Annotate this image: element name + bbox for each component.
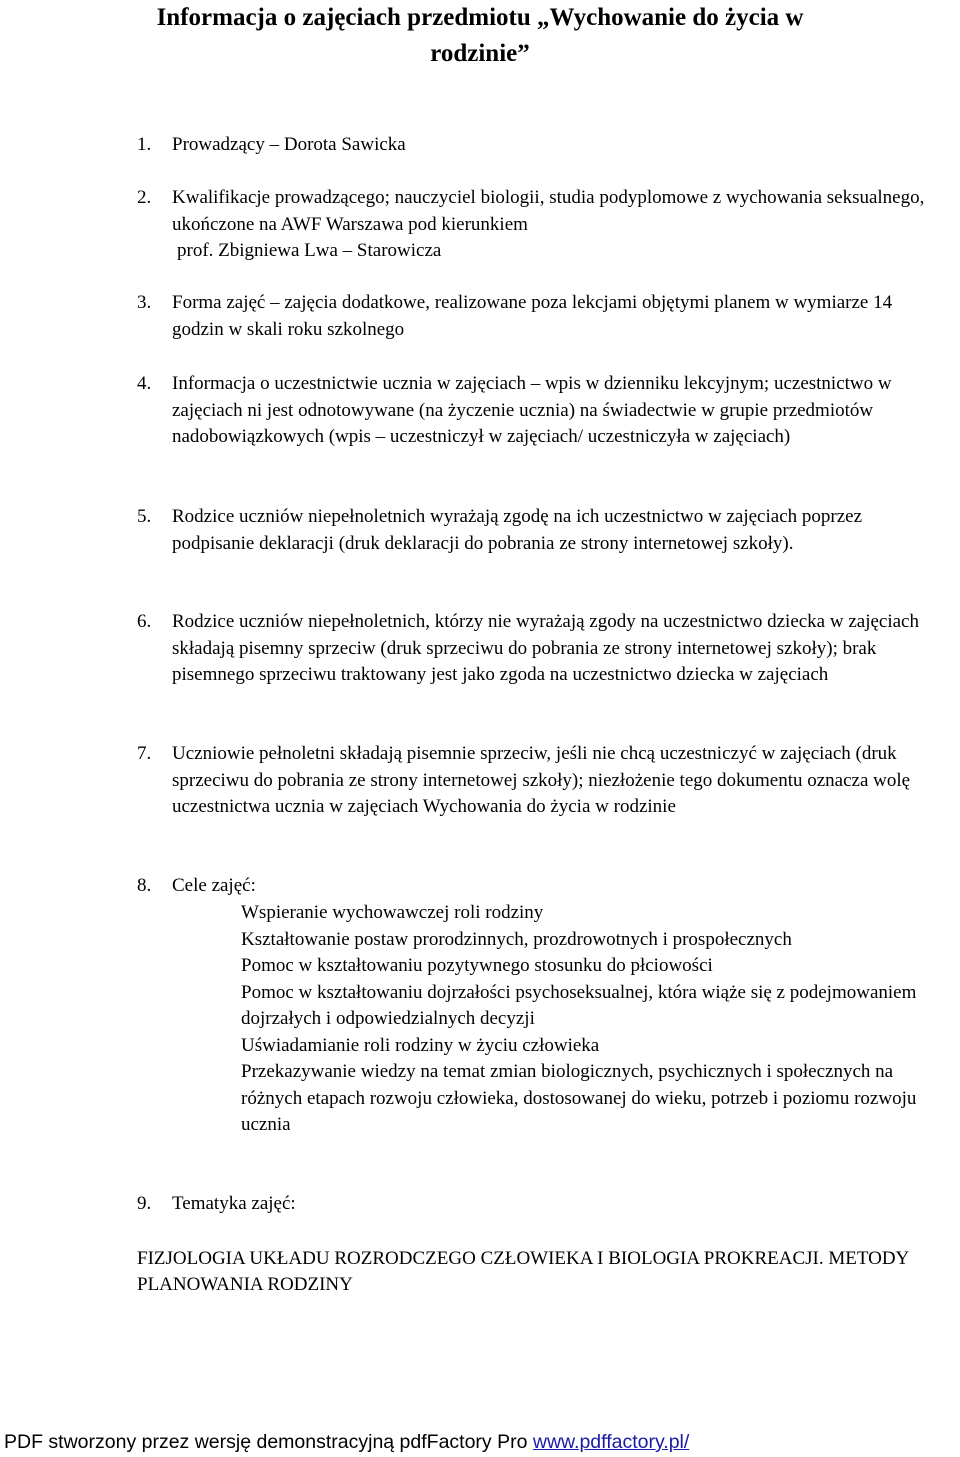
topic-heading: FIZJOLOGIA UKŁADU ROZRODCZEGO CZŁOWIEKA I BIOLOGIA PROKREACJI. METODY PLANOWANIA RODZINY	[137, 1248, 909, 1295]
list-item-9	[137, 1191, 937, 1218]
item-text: Kwalifikacje prowadzącego; nauczyciel biologii, studia podyplomowe z wychowania seksualnego, ukończone na AWF Warszawa pod kierunkiem	[172, 187, 925, 235]
pdf-footer	[4, 1429, 956, 1455]
footer-link[interactable]: www.pdffactory.pl/	[532, 1431, 690, 1453]
list-item-7	[137, 741, 937, 821]
item-number: 1.	[137, 134, 152, 155]
list-item-2	[137, 185, 937, 265]
item-text: Rodzice uczniów niepełnoletnich, którzy nie wyrażają zgody na uczestnictwo dziecka w zajęciach składają pisemny sprzeciw (druk sprzeciwu do pobrania ze strony internetowej szkoły); brak pisemnego sprzeciwu traktowany jest jako zgoda na uczestnictwo dziecka w zajęciach	[172, 611, 919, 685]
list-item-4	[137, 371, 937, 451]
item-number: 3.	[137, 292, 152, 313]
goals-list	[241, 900, 941, 1139]
list-item-5	[137, 504, 937, 557]
item-text: Cele zajęć:	[172, 875, 256, 896]
item-text: Informacja o uczestnictwie ucznia w zajęciach – wpis w dzienniku lekcyjnym; uczestnictwo w zajęciach ni jest odnotowywane (na życzenie ucznia) na świadectwie w grupie przedmiotów nadobowiązkowych (wpis – uczestniczył w zajęciach/ uczestniczyła w zajęciach)	[172, 373, 892, 447]
goal-item: Przekazywanie wiedzy na temat zmian biologicznych, psychicznych i społecznych na różnych etapach rozwoju człowieka, dostosowanej do wieku, potrzeb i poziomu rozwoju ucznia	[241, 1061, 917, 1135]
goal-item: Uświadamianie roli rodziny w życiu człowieka	[241, 1034, 600, 1056]
title-line-1: Informacja o zajęciach przedmiotu „Wychowanie do życia w	[156, 4, 804, 31]
item-number: 6.	[137, 611, 152, 632]
title-line-2: rodzinie”	[430, 40, 530, 67]
goal-item: Pomoc w kształtowaniu dojrzałości psychoseksualnej, która wiąże się z podejmowaniem dojrzałych i odpowiedzialnych decyzji	[241, 981, 917, 1029]
list-item-6	[137, 609, 937, 689]
item-number: 8.	[137, 875, 152, 896]
item-text: Tematyka zajęć:	[172, 1193, 296, 1214]
list-item-3	[137, 290, 937, 343]
goal-item: Kształtowanie postaw prorodzinnych, prozdrowotnych i prospołecznych	[241, 928, 792, 950]
list-item-8	[137, 873, 937, 900]
item-text: Uczniowie pełnoletni składają pisemnie sprzeciw, jeśli nie chcą uczestniczyć w zajęciach (druk sprzeciwu do pobrania ze strony internetowej szkoły); niezłożenie tego dokumentu oznacza wolę uczestnictwa ucznia w zajęciach Wychowania do życia w rodzinie	[172, 743, 911, 817]
item-text: Forma zajęć – zajęcia dodatkowe, realizowane poza lekcjami objętymi planem w wymiarze 14 godzin w skali roku szkolnego	[172, 292, 893, 340]
item-number: 5.	[137, 506, 152, 527]
item-number: 2.	[137, 187, 152, 208]
list-item-1	[137, 132, 937, 159]
item-text: Rodzice uczniów niepełnoletnich wyrażają zgodę na ich uczestnictwo w zajęciach poprzez podpisanie deklaracji (druk deklaracji do pobrania ze strony internetowej szkoły).	[172, 506, 863, 554]
footer-text: PDF stworzony przez wersję demonstracyjną pdfFactory Pro	[4, 1431, 533, 1453]
goal-item: Wspieranie wychowawczej roli rodziny	[241, 902, 544, 923]
item-subtext: prof. Zbigniewa Lwa – Starowicza	[177, 240, 442, 261]
goal-item: Pomoc w kształtowaniu pozytywnego stosunku do płciowości	[241, 955, 713, 976]
item-number: 7.	[137, 743, 152, 764]
document-title	[120, 0, 840, 72]
item-number: 4.	[137, 373, 152, 394]
item-text: Prowadzący – Dorota Sawicka	[172, 134, 406, 155]
item-number: 9.	[137, 1193, 152, 1214]
